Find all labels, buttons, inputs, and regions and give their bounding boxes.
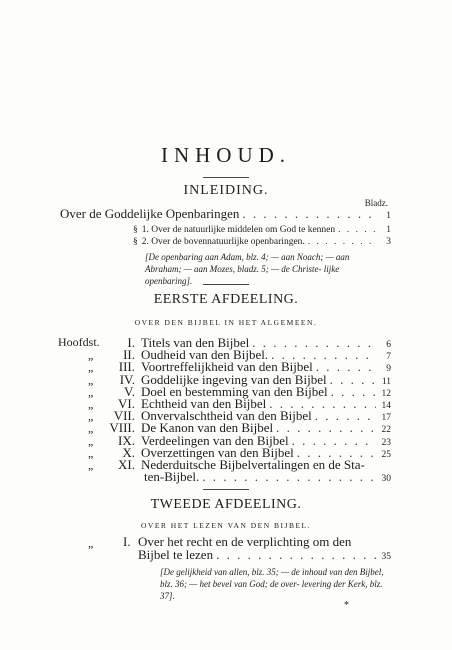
chapter-title-continuation: ten-Bijbel.: [144, 469, 200, 485]
chapter-title: Oudheid van den Bijbel.: [141, 347, 269, 363]
ditto-mark: „: [88, 384, 94, 399]
toc-entry-text: Over de Goddelijke Openbaringen: [60, 206, 240, 221]
toc-sub-page: 3: [386, 237, 391, 247]
chapter-number: X.: [122, 444, 135, 460]
chapter-title: Titels van den Bijbel: [141, 335, 250, 350]
toc-sub-text: 2. Over de bovennatuurlijke openbaringen.: [141, 237, 305, 247]
chapter-number: IX.: [118, 432, 135, 448]
chapter-page: 9: [386, 364, 391, 375]
chapter-page: 23: [381, 437, 391, 448]
chapter-number: III.: [118, 359, 135, 375]
leader-dots: [242, 206, 376, 222]
chapter-page: 30: [381, 474, 391, 485]
section-subheading-eerste: OVER DEN BIJBEL IN HET ALGEMEEN.: [134, 318, 318, 327]
toc-entry-page: 1: [386, 211, 391, 221]
page-title: INHOUD.: [160, 143, 292, 167]
leader-dots: [338, 225, 376, 235]
chapter-title: Overzettingen van den Bijbel: [141, 444, 294, 460]
hoofdst-label: Hoofdst.: [58, 335, 100, 349]
chapter-number: VI.: [118, 396, 135, 411]
chapter-number: VIII.: [109, 420, 135, 436]
chapter-title: Nederduitsche Bijbelvertalingen en de Sta-: [141, 457, 365, 472]
chapter-page: 12: [381, 388, 391, 399]
chapter-page: 14: [381, 401, 391, 411]
leader-dots: [308, 237, 376, 247]
toc-sub-entry[interactable]: [133, 237, 391, 247]
chapter-page: 6: [386, 340, 391, 350]
chapter-title: Verdeelingen van den Bijbel: [141, 432, 289, 448]
ditto-mark: „: [88, 360, 94, 375]
toc-sub-page: 1: [386, 225, 391, 235]
chapter-page: 35: [381, 552, 391, 562]
chapter-row-continuation[interactable]: [144, 469, 391, 485]
ditto-mark: „: [88, 348, 94, 363]
ditto-mark: „: [88, 409, 94, 424]
chapter-title: Doel en bestemming van den Bijbel: [141, 383, 328, 399]
ditto-mark: „: [88, 421, 94, 436]
section-mark: §: [133, 237, 138, 247]
toc-sub-entry[interactable]: [133, 225, 391, 235]
ditto-mark: „: [88, 445, 94, 460]
section-heading-inleiding: INLEIDING.: [183, 183, 269, 198]
chapter-title: Voortreffelijkheid van den Bijbel: [141, 359, 313, 375]
ditto-mark: „: [88, 372, 94, 387]
chapter-number: XI.: [118, 457, 135, 472]
chapter-number: V.: [124, 383, 135, 399]
ditto-mark: „: [88, 536, 94, 550]
chapter-page: 25: [381, 449, 391, 460]
section-subheading-tweede: OVER HET LEZEN VAN DEN BIJBEL.: [141, 521, 311, 530]
chapter-title: Echtheid van den Bijbel: [141, 396, 267, 411]
chapter-page: 22: [381, 425, 391, 436]
chapter-title: De Kanon van den Bijbel: [141, 420, 274, 436]
divider: [203, 284, 249, 285]
chapter-number: I.: [127, 335, 135, 350]
tweede-note: [De gelijkheid van allen, blz. 35; — de inhoud van den Bijbel, blz. 36; — het bevel van God; de over- levering der Kerk, blz. 37].: [160, 567, 384, 601]
chapter-number: VII.: [113, 408, 135, 424]
divider: [203, 489, 249, 490]
toc-sub-text: 1. Over de natuurlijke middelen om God te kennen: [141, 225, 336, 235]
chapter-page: 7: [386, 352, 391, 363]
section-heading-eerste: EERSTE AFDEELING.: [153, 292, 299, 307]
toc-entry-inleiding[interactable]: [60, 206, 391, 222]
chapter-number: IV.: [119, 371, 135, 387]
leader-dots: [202, 469, 376, 485]
ditto-mark: „: [88, 397, 94, 411]
leader-dots: [216, 547, 376, 563]
chapter-title: Goddelijke ingeving van den Bijbel: [141, 371, 327, 387]
page-column-label: Bladz.: [364, 198, 388, 208]
section-mark: §: [133, 225, 138, 235]
chapter-number: II.: [123, 347, 135, 363]
chapter-page: 17: [381, 413, 391, 424]
toc-entry-tweede[interactable]: [138, 547, 391, 563]
signature-mark: *: [344, 600, 349, 611]
chapter-page: 11: [381, 376, 391, 387]
section-heading-tweede: TWEEDE AFDEELING.: [150, 497, 302, 512]
chapter-title-line-2: Bijbel te lezen: [138, 547, 214, 562]
inleiding-note: [De openbaring aan Adam, blz. 4; — aan Noach; — aan Abraham; — aan Mozes, bladz. 5; — de Christe- lijke openbaring].: [145, 252, 350, 286]
divider: [203, 177, 249, 178]
chapter-title-line-1: Over het recht en de verplichting om den: [138, 534, 352, 549]
ditto-mark: „: [88, 433, 94, 448]
chapter-number: I.: [123, 534, 131, 549]
ditto-mark: „: [88, 458, 94, 472]
chapter-title: Onvervalschtheid van den Bijbel: [141, 408, 312, 424]
